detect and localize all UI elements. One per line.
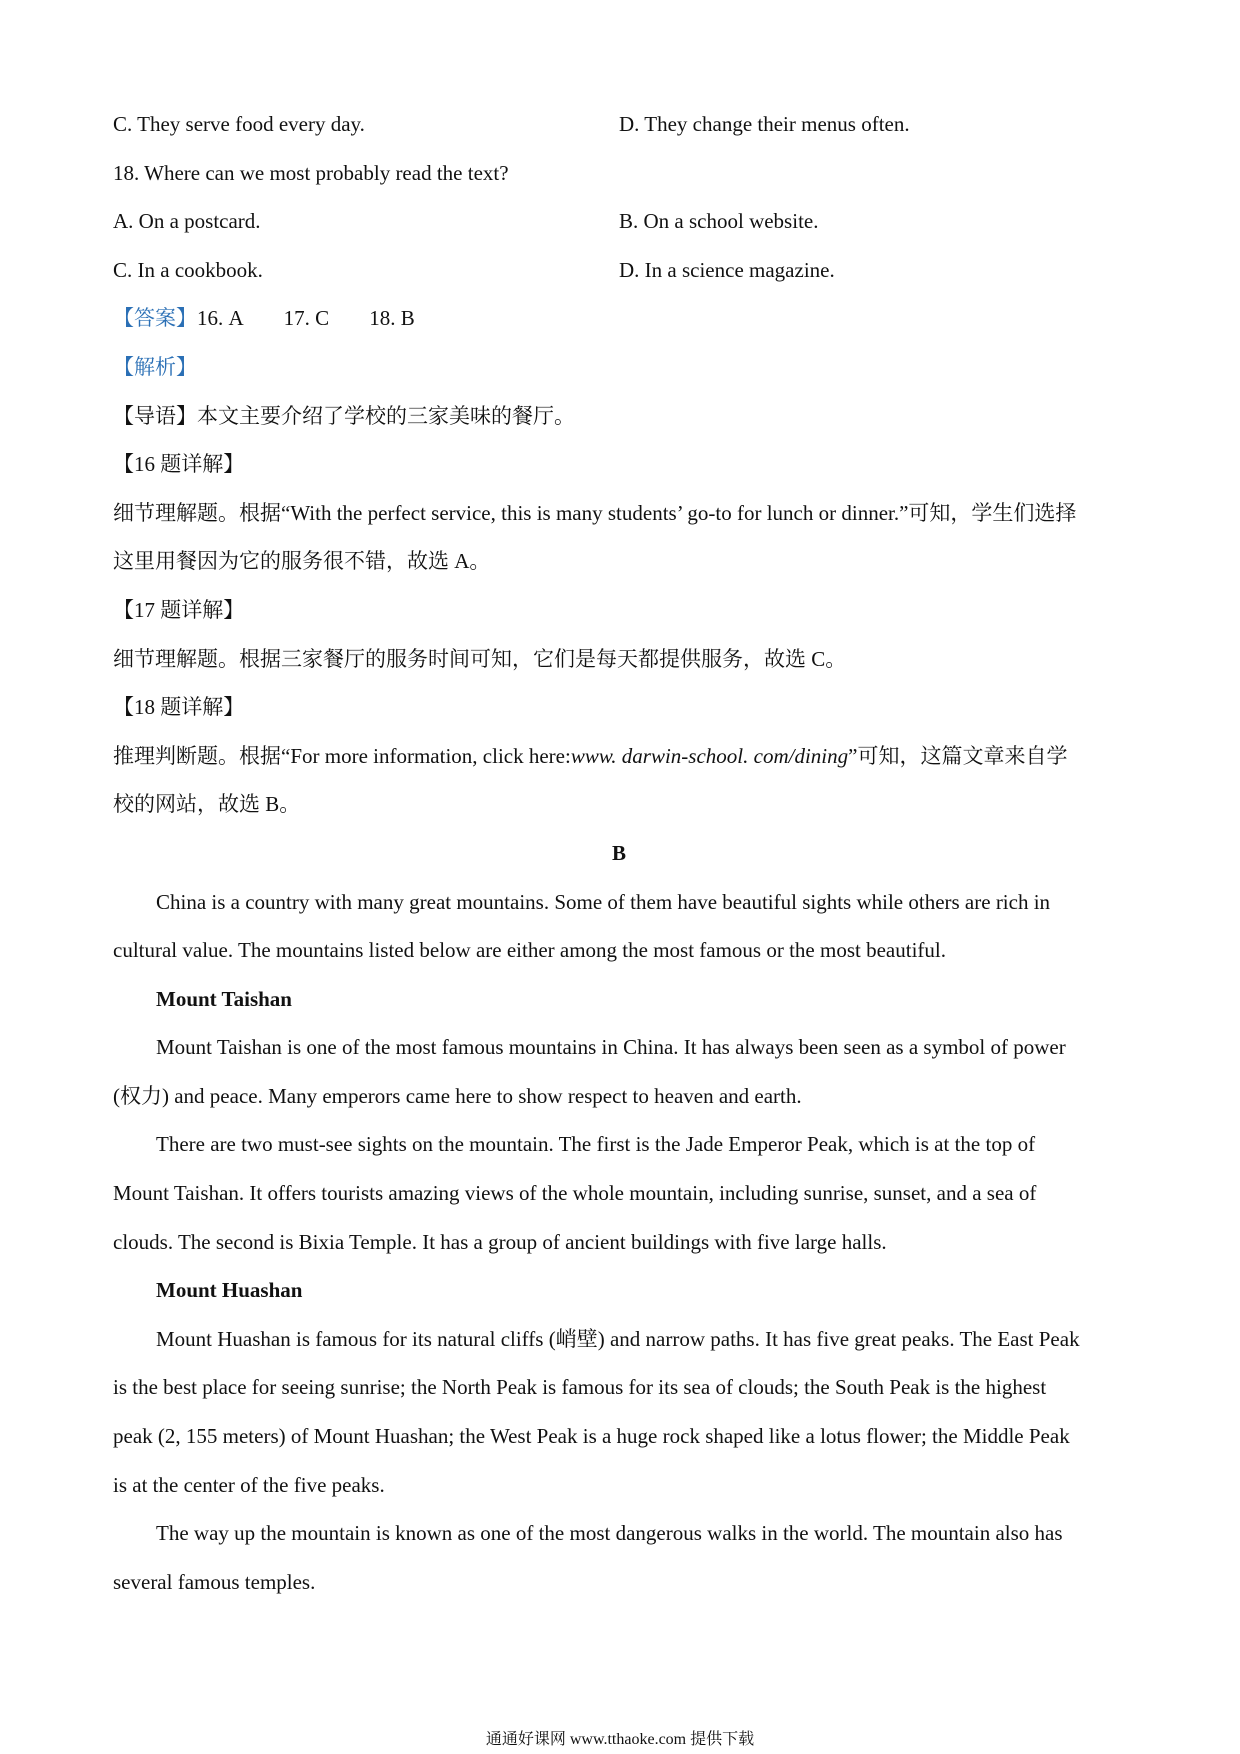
passage-line: (权力) and peace. Many emperors came here to show respect to heaven and earth. <box>113 1083 802 1108</box>
q16-detail-label: 【16 题详解】 <box>113 452 245 477</box>
q18-detail-line: 校的网站，故选 B。 <box>113 792 301 817</box>
q18-option-c: C. In a cookbook. <box>113 257 263 282</box>
passage-line: several famous temples. <box>113 1569 316 1594</box>
taishan-heading: Mount Taishan <box>156 986 292 1011</box>
q18-options-row-2 <box>113 246 1125 295</box>
q18-options-row-1 <box>113 197 1125 246</box>
q18-option-b: B. On a school website. <box>619 209 819 234</box>
passage-line: Mount Huashan is famous for its natural cliffs (峭壁) and narrow paths. It has five great peaks. The East Peak <box>156 1326 1080 1351</box>
passage-line: There are two must-see sights on the mountain. The first is the Jade Emperor Peak, which is at the top of <box>156 1132 1036 1157</box>
website-url: www. darwin-school. com/dining <box>570 743 849 768</box>
passage-line: Mount Taishan. It offers tourists amazing views of the whole mountain, including sunrise, sunset, and a sea of <box>113 1181 1037 1206</box>
answer-item: 16. A <box>197 306 244 331</box>
q17-detail-line: 细节理解题。根据三家餐厅的服务时间可知，它们是每天都提供服务，故选 C。 <box>113 646 847 671</box>
answer-label: 【答案】 <box>113 306 197 331</box>
q16-detail-line: 细节理解题。根据“With the perfect service, this is many students’ go-to for lunch or dinner.”可知，学生们选择 <box>113 500 1077 525</box>
q17-option-c: C. They serve food every day. <box>113 112 365 136</box>
analysis-label: 【解析】 <box>113 354 197 379</box>
passage-line: peak (2, 155 meters) of Mount Huashan; the West Peak is a huge rock shaped like a lotus flower; the Middle Peak <box>113 1424 1070 1449</box>
intro-line: 【导语】本文主要介绍了学校的三家美味的餐厅。 <box>113 403 575 428</box>
passage-line: clouds. The second is Bixia Temple. It has a group of ancient buildings with five large halls. <box>113 1229 887 1254</box>
passage-line: is at the center of the five peaks. <box>113 1472 385 1497</box>
q17-options-row <box>113 100 1125 149</box>
q18-option-d: D. In a science magazine. <box>619 257 835 282</box>
answer-item: 17. C <box>283 306 330 331</box>
q18-stem: 18. Where can we most probably read the text? <box>113 160 509 185</box>
q17-detail-label: 【17 题详解】 <box>113 597 245 622</box>
section-title: B <box>611 840 626 865</box>
passage-line: Mount Taishan is one of the most famous mountains in China. It has always been seen as a symbol of power <box>156 1035 1066 1060</box>
document-content <box>113 100 1125 1606</box>
q18-detail-line <box>113 732 1125 781</box>
passage-line: The way up the mountain is known as one of the most dangerous walks in the world. The mountain also has <box>156 1521 1063 1546</box>
passage-line: is the best place for seeing sunrise; the North Peak is famous for its sea of clouds; the South Peak is the highest <box>113 1375 1047 1400</box>
q17-option-d: D. They change their menus often. <box>619 112 910 136</box>
q18-option-a: A. On a postcard. <box>113 209 261 234</box>
q18-detail-pre: 推理判断题。根据“For more information, click here: <box>113 743 571 768</box>
page-footer: 通通好课网 www.tthaoke.com 提供下载 <box>485 1731 755 1748</box>
answer-line <box>113 294 1125 343</box>
passage-line: cultural value. The mountains listed below are either among the most famous or the most beautiful. <box>113 938 946 963</box>
q18-detail-label: 【18 题详解】 <box>113 695 245 720</box>
huashan-heading: Mount Huashan <box>156 1278 303 1303</box>
q16-detail-line: 这里用餐因为它的服务很不错，故选 A。 <box>113 549 491 574</box>
q18-detail-post: ”可知，这篇文章来自学 <box>848 743 1068 768</box>
answer-item: 18. B <box>369 306 415 331</box>
passage-line: China is a country with many great mountains. Some of them have beautiful sights while others are rich in <box>156 889 1051 914</box>
